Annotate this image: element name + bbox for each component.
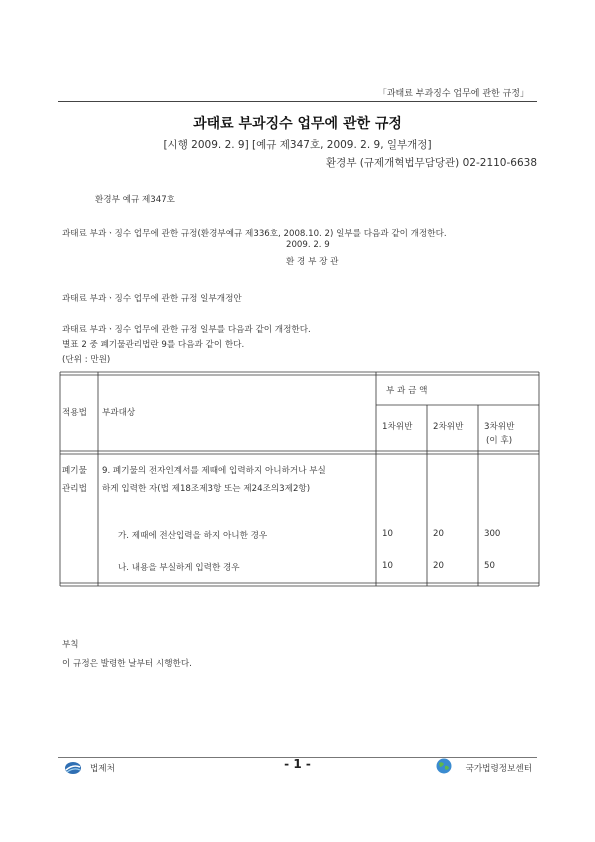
header-second-violation: 2차위반 [433,422,464,432]
row-second-fine: 20 [433,561,444,571]
amendment-body: 과태료 부과ㆍ징수 업무에 관한 규정 일부를 다음과 같이 개정한다. [62,325,311,335]
row-label: 나. 내용을 부실하게 입력한 경우 [118,563,240,573]
header-third-after: (이 후) [486,436,513,446]
header-law: 적용법 [62,408,87,418]
row-first-fine: 10 [382,529,393,539]
ministry-contact: 환경부 (규제개혁법무담당관) 02-2110-6638 [326,157,537,169]
table-grid [58,370,541,588]
minister-signature: 환 경 부 장 관 [286,257,339,267]
fine-table [58,370,541,588]
header-third-violation: 3차위반 [484,422,515,432]
notice-date: 2009. 2. 9 [286,240,330,250]
row-third-fine: 50 [484,561,495,571]
addendum-title: 부칙 [62,640,79,650]
footer-right-label: 국가법령정보센터 [465,764,532,774]
addendum-text: 이 규정은 발령한 날부터 시행한다. [62,659,192,669]
row-second-fine: 20 [433,529,444,539]
row-label: 가. 제때에 전산입력을 하지 아니한 경우 [118,531,268,541]
unit-note: (단위 : 만원) [62,355,111,365]
document-title: 과태료 부과징수 업무에 관한 규정 [193,116,402,132]
header-first-violation: 1차위반 [382,422,413,432]
document-header-tag: 「과태료 부과징수 업무에 관한 규정」 [377,89,529,99]
header-rule [58,101,537,102]
header-target: 부과대상 [102,408,136,418]
footer-left-label: 법제처 [90,764,115,774]
header-amount: 부 과 금 액 [386,386,428,396]
notice-number: 환경부 예규 제347호 [95,195,175,205]
intro-text: 과태료 부과ㆍ징수 업무에 관한 규정(환경부예규 제336호, 2008.10. 2) 일부를 다음과 같이 개정한다. [62,229,447,239]
item-description-line2: 하게 입력한 자(법 제18조제3항 또는 제24조의3제2항) [102,484,311,494]
row-third-fine: 300 [484,529,501,539]
law-name-line1: 폐기물 [62,466,87,476]
row-first-fine: 10 [382,561,393,571]
law-name-line2: 관리법 [62,484,87,494]
globe-logo-icon [436,758,452,774]
item-description-line1: 9. 폐기물의 전자인계서를 제때에 입력하지 아니하거나 부실 [102,466,326,476]
amendment-annex: 별표 2 중 폐기물관리법란 9를 다음과 같이 한다. [62,340,245,350]
enforcement-line: [시행 2009. 2. 9] [예규 제347호, 2009. 2. 9, 일부개정] [163,139,432,151]
amendment-title: 과태료 부과ㆍ징수 업무에 관한 규정 일부개정안 [62,294,242,304]
page-number: - 1 - [284,757,311,771]
